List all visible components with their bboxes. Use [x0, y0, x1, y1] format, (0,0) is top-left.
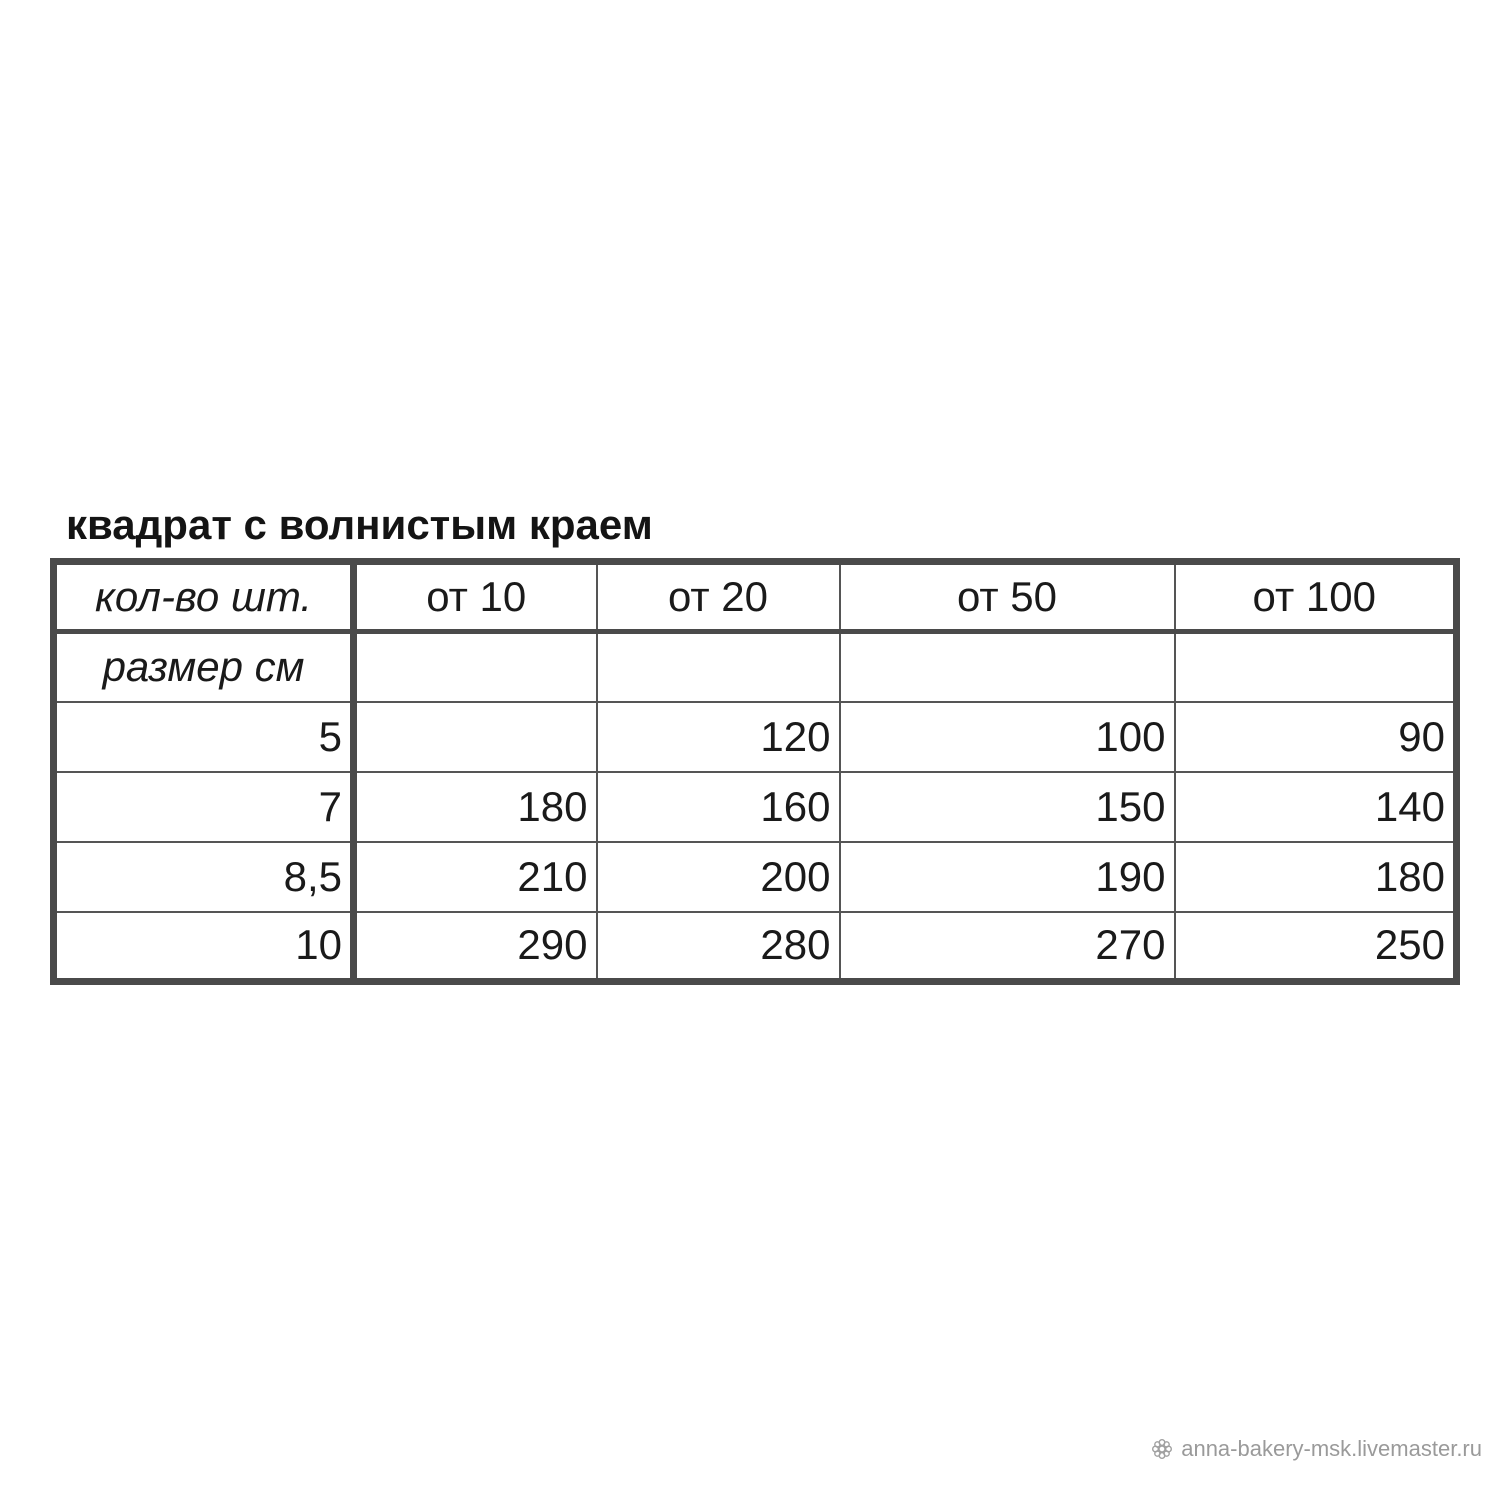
column-header: от 10 — [354, 562, 597, 632]
price-cell: 120 — [597, 702, 840, 772]
size-label: размер см — [54, 632, 354, 702]
price-cell: 180 — [354, 772, 597, 842]
price-cell: 190 — [840, 842, 1175, 912]
size-cell: 7 — [54, 772, 354, 842]
price-cell: 90 — [1175, 702, 1457, 772]
table-row — [54, 772, 1457, 842]
table-cell — [840, 632, 1175, 702]
table-header-row — [54, 562, 1457, 632]
column-header: от 20 — [597, 562, 840, 632]
price-cell: 160 — [597, 772, 840, 842]
size-cell: 8,5 — [54, 842, 354, 912]
table-cell — [597, 632, 840, 702]
price-cell: 250 — [1175, 912, 1457, 982]
price-cell: 210 — [354, 842, 597, 912]
price-cell: 100 — [840, 702, 1175, 772]
price-cell: 270 — [840, 912, 1175, 982]
table-row — [54, 912, 1457, 982]
table-cell — [354, 632, 597, 702]
price-cell: 290 — [354, 912, 597, 982]
table-row — [54, 842, 1457, 912]
watermark — [1151, 1436, 1482, 1462]
watermark-text: anna-bakery-msk.livemaster.ru — [1181, 1436, 1482, 1461]
price-table — [50, 558, 1460, 985]
quantity-label: кол-во шт. — [54, 562, 354, 632]
page-title: квадрат с волнистым краем — [66, 501, 653, 548]
column-header: от 100 — [1175, 562, 1457, 632]
price-cell: 180 — [1175, 842, 1457, 912]
size-cell: 5 — [54, 702, 354, 772]
price-cell: 200 — [597, 842, 840, 912]
table-row — [54, 702, 1457, 772]
column-header: от 50 — [840, 562, 1175, 632]
price-cell: 140 — [1175, 772, 1457, 842]
size-cell: 10 — [54, 912, 354, 982]
table-cell — [1175, 632, 1457, 702]
price-cell: 280 — [597, 912, 840, 982]
price-cell — [354, 702, 597, 772]
flower-icon — [1151, 1438, 1173, 1460]
price-cell: 150 — [840, 772, 1175, 842]
table-row — [54, 632, 1457, 702]
